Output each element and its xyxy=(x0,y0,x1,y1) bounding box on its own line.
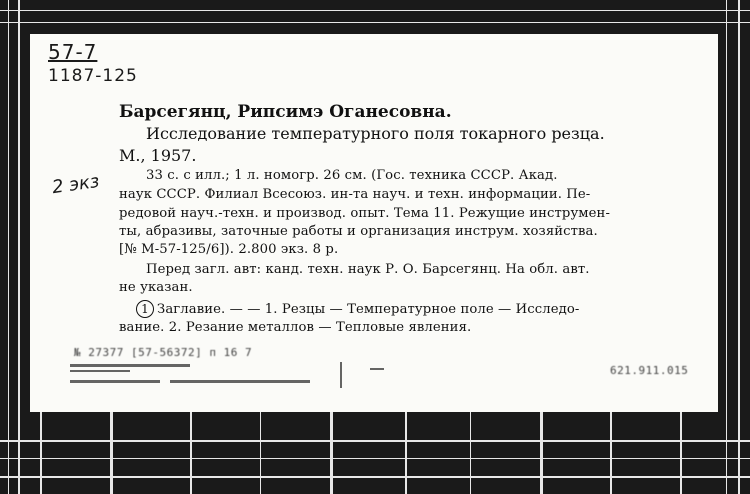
card-imprint: М., 1957. xyxy=(119,146,197,165)
description-line-4: ты, абразивы, заточные работы и организация инструм. хозяйства. xyxy=(119,224,598,239)
tracing-line-2: вание. 2. Резание металлов — Тепловые явления. xyxy=(119,320,472,335)
description-line-2: наук СССР. Филиал Всесоюз. ин-та науч. и техн. информации. Пе- xyxy=(119,187,591,202)
call-number-2: 1187-125 xyxy=(48,66,138,86)
call-number-1: 57-7 xyxy=(48,40,98,64)
footer-smudge-marks xyxy=(70,360,400,392)
tracing-line-1 xyxy=(136,300,579,318)
margin-note: 2 экз xyxy=(50,170,101,199)
description-line-3: редовой науч.-техн. и производ. опыт. Тема 11. Режущие инструмен- xyxy=(119,206,611,221)
note-line-1: Перед загл. авт: канд. техн. наук Р. О. Барсегянц. На обл. авт. xyxy=(146,262,590,277)
catalog-card xyxy=(30,34,718,412)
note-line-2: не указан. xyxy=(119,280,193,295)
footer-right-code: 621.911.015 xyxy=(610,364,689,377)
card-title: Исследование температурного поля токарного резца. xyxy=(146,124,605,143)
footer-left-stamp: № 27377 [57-56372] п 16 7 xyxy=(74,346,253,359)
tracing-number-circle: 1 xyxy=(136,300,154,318)
card-author: Барсегянц, Рипсимэ Оганесовна. xyxy=(119,102,452,122)
description-line-5: [№ М-57-125/6]). 2.800 экз. 8 р. xyxy=(119,242,339,257)
tracing-text-1: Заглавие. — — 1. Резцы — Температурное поле — Исследо- xyxy=(157,302,580,317)
description-line-1: 33 с. с илл.; 1 л. номогр. 26 см. (Гос. техника СССР. Акад. xyxy=(146,168,558,183)
